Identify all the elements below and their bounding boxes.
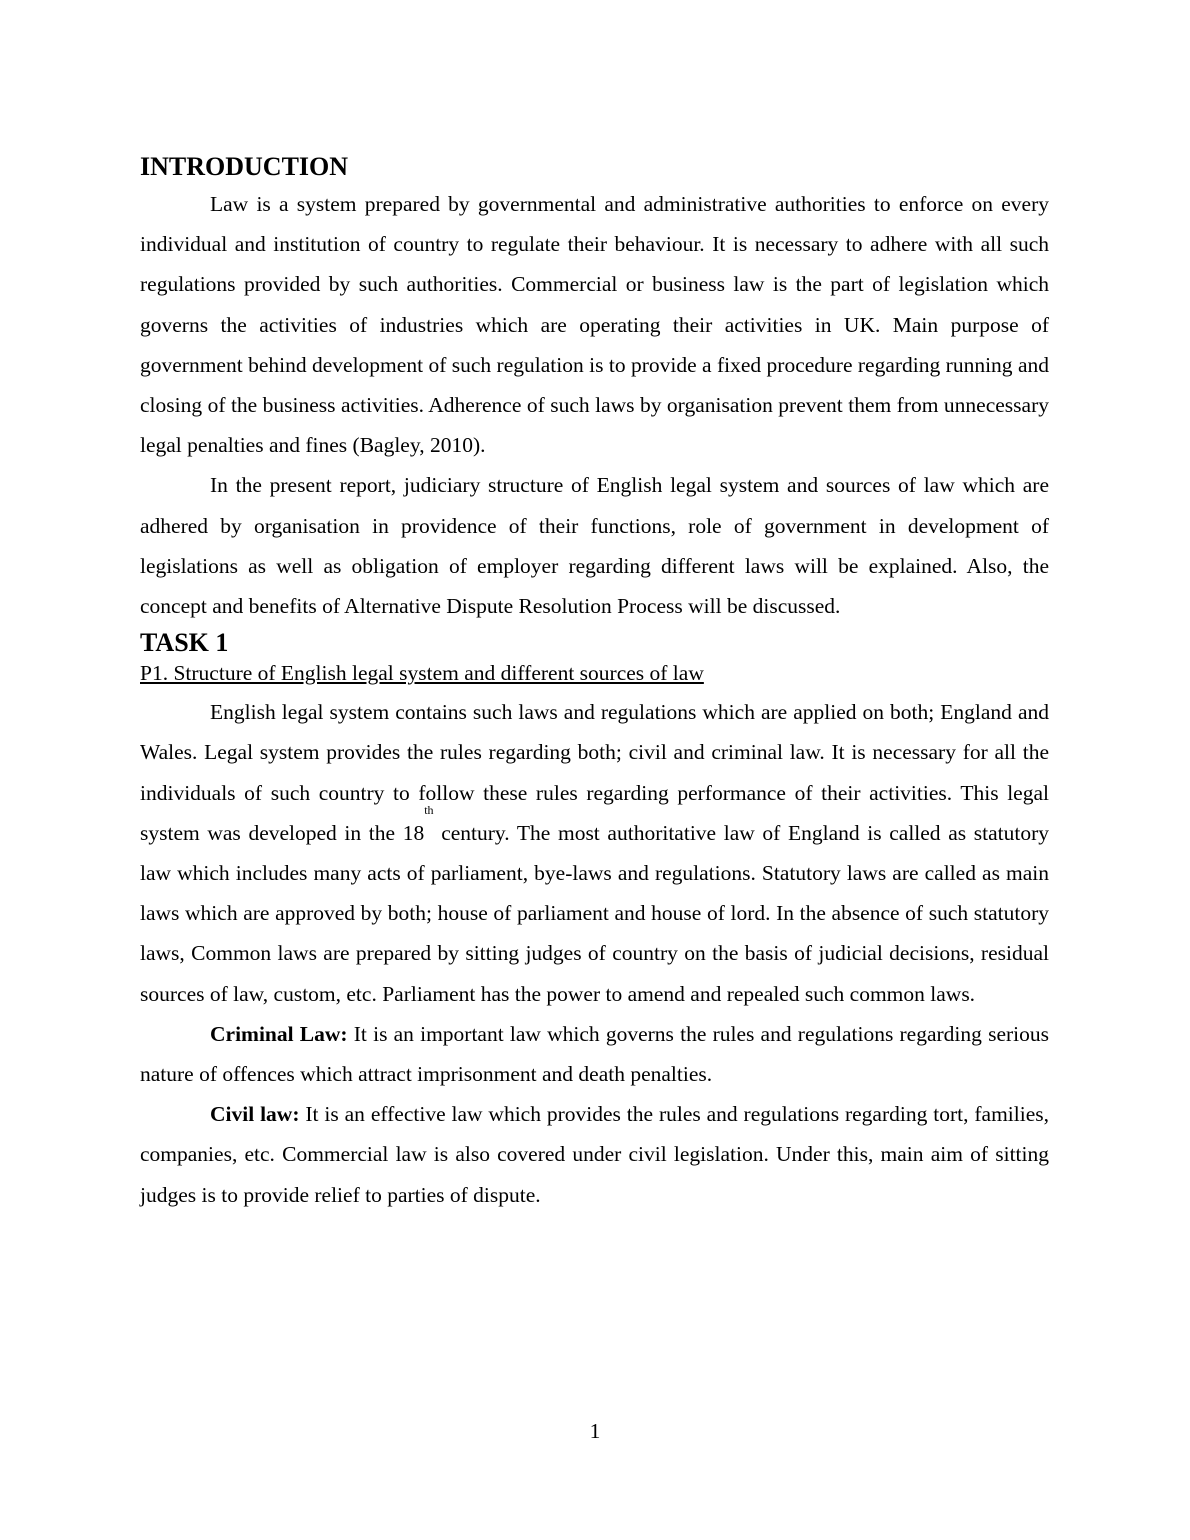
civil-law-label: Civil law: (210, 1102, 300, 1127)
civil-law-paragraph (140, 1094, 1049, 1215)
criminal-law-text: It is an important law which governs the rules and regulations regarding serious nature of offences which attract imprisonment and death penalties. (140, 1021, 1049, 1087)
criminal-law-label: Criminal Law: (210, 1021, 348, 1046)
introduction-heading: INTRODUCTION (140, 152, 349, 181)
task1-paragraph-1-part1: English legal system contains such laws and regulations which are applied on both; England and Wales. Legal system provides the rules regarding both; civil and criminal law. It is necessary for all the individuals of such country to follow these rules regarding performance of their activities. This legal system was developed in the 18 (140, 700, 1049, 845)
ordinal-suffix: th (424, 802, 434, 817)
document-page (140, 150, 1049, 1215)
introduction-paragraph-1: Law is a system prepared by governmental and administrative authorities to enforce on every individual and institution of country to regulate their behaviour. It is necessary to adhere with all such regulations provided by such authorities. Commercial or business law is the part of legislation which governs the activities of industries which are operating their activities in UK. Main purpose of government behind development of such regulation is to provide a fixed procedure regarding running and closing of the business activities. Adherence of such laws by organisation prevent them from unnecessary legal penalties and fines (Bagley, 2010). (140, 192, 1049, 458)
criminal-law-paragraph (140, 1014, 1049, 1094)
introduction-paragraph-2: In the present report, judiciary structure of English legal system and sources of law which are adhered by organisation in providence of their functions, role of government in development of legislations as well as obligation of employer regarding different laws will be explained. Also, the concept and benefits of Alternative Dispute Resolution Process will be discussed. (140, 473, 1049, 619)
task1-paragraph-1 (140, 692, 1049, 1014)
civil-law-text: It is an effective law which provides the rules and regulations regarding tort, families, companies, etc. Commercial law is also covered under civil legislation. Under this, main aim of sitting judges is to provide relief to parties of dispute. (140, 1102, 1049, 1207)
task1-paragraph-1-part2: century. The most authoritative law of England is called as statutory law which includes many acts of parliament, bye-laws and regulations. Statutory laws are called as main laws which are approved by both; house of parliament and house of lord. In the absence of such statutory laws, Common laws are prepared by sitting judges of country on the basis of judicial decisions, residual sources of law, custom, etc. Parliament has the power to amend and repealed such common laws. (140, 820, 1049, 1006)
task1-heading: TASK 1 (140, 628, 229, 658)
task1-subheading: P1. Structure of English legal system and different sources of law (140, 661, 704, 686)
page-number: 1 (589, 1419, 601, 1443)
